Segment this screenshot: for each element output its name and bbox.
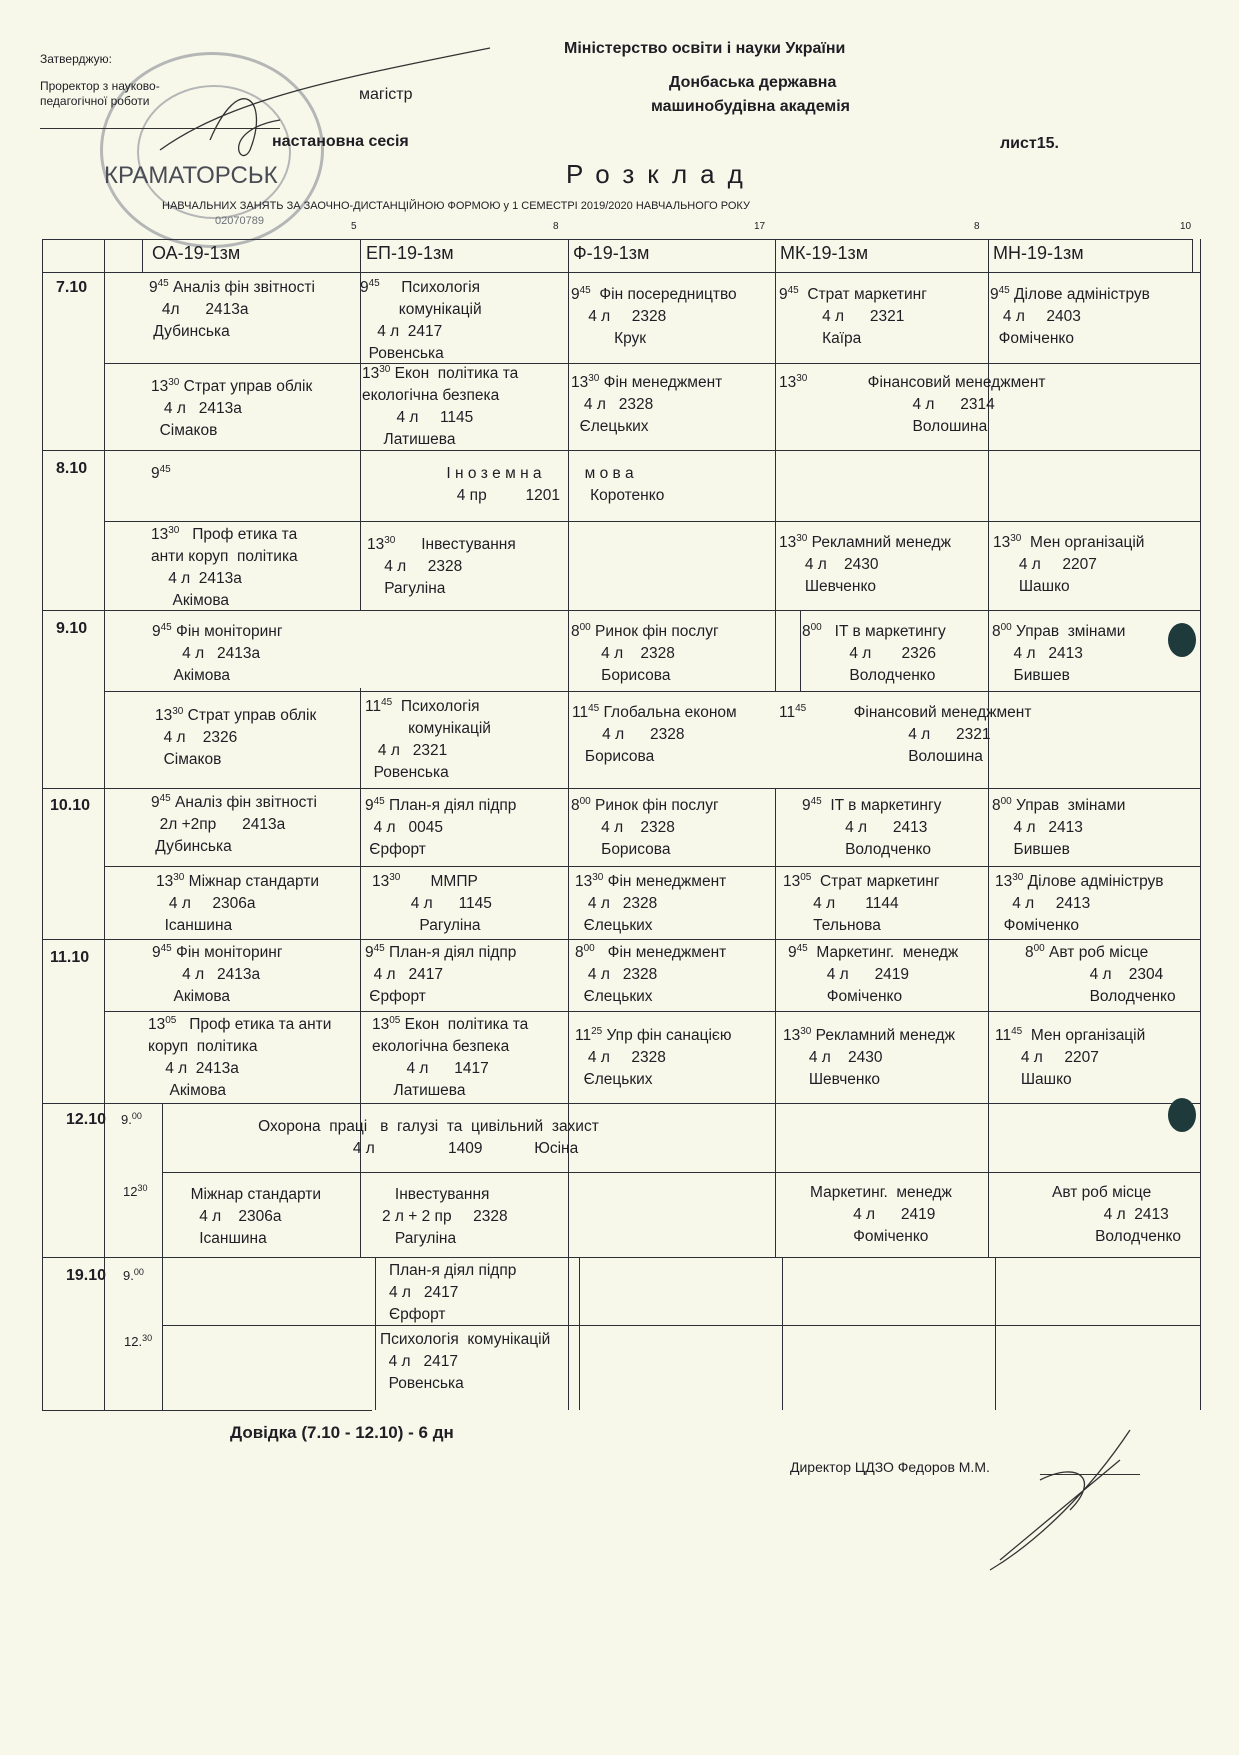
lesson-cell: $9^{45}$ Маркетинг. менедж 4 л 2419 Фоміченко	[788, 943, 959, 1005]
lesson-cell: $13^{30}$ Страт управ облік 4 л 2326 Сімаков	[155, 706, 317, 768]
lesson-cell: $8^{00}$ Фін менеджмент 4 л 2328 Єлецьких	[575, 943, 727, 1005]
group-header-mn: МН-19-1зм	[993, 243, 1084, 263]
time-19-10-start: 9.00	[123, 1267, 144, 1283]
lesson-cell: $13^{05}$ Екон політика та екологічна безпека 4 л 1417 Латишева	[372, 1015, 529, 1099]
punch-hole-mark	[1168, 623, 1196, 657]
lesson-cell: $9^{45}$ І н о з е м н а м о в а 4 пр 1201 Коротенко	[151, 464, 665, 504]
lesson-cell: $11^{25}$ Упр фін санацією 4 л 2328 Єлецьких	[575, 1026, 732, 1088]
director-signature-line: Директор ЦДЗО Федоров М.М.	[790, 1459, 990, 1475]
date-10-10: 10.10	[50, 797, 91, 814]
lesson-cell: $13^{30}$ Екон політика та екологічна безпека 4 л 1145 Латишева	[362, 364, 519, 448]
lesson-cell: $13^{30}$ Ділове адмініструв 4 л 2413 Фоміченко	[995, 872, 1164, 934]
degree-label: магістр	[359, 86, 413, 103]
lesson-cell: $9^{45}$ Фін моніторинг 4 л 2413а Акімова	[152, 622, 283, 684]
group-header-ep: ЕП-19-1зм	[366, 243, 454, 263]
lesson-cell: План-я діял підпр 4 л 2417 Єрфорт	[389, 1262, 517, 1323]
lesson-cell: $8^{00}$ Ринок фін послуг 4 л 2328 Борисова	[571, 622, 719, 684]
document-title: Розклад	[566, 159, 756, 189]
lesson-cell: Інвестування 2 л + 2 пр 2328 Рагуліна	[382, 1186, 508, 1247]
date-9-10: 9.10	[56, 620, 88, 637]
lesson-cell: $13^{30}$ Фінансовий менеджмент 4 л 2314 Волошина	[779, 373, 1046, 435]
lesson-cell: $11^{45}$ Фінансовий менеджмент 4 л 2321 Волошина	[779, 703, 1032, 765]
approver-line-1: Проректор з науково-	[40, 79, 160, 93]
lesson-cell: $13^{30}$ Проф етика та анти коруп політика 4 л 2413а Акімова	[151, 525, 298, 609]
lesson-cell: $8^{00}$ Управ змінами 4 л 2413 Бившев	[992, 622, 1126, 684]
lesson-cell: $13^{30}$ Інвестування 4 л 2328 Рагуліна	[367, 535, 516, 597]
lesson-cell: $8^{00}$ Ринок фін послуг 4 л 2328 Борисова	[571, 796, 719, 858]
approver-sign-line	[40, 128, 280, 129]
time-12-10-second: $12^{30}$	[123, 1183, 148, 1199]
academy-name-1: Донбаська державна	[669, 74, 837, 91]
lesson-cell: $9^{45}$ Страт маркетинг 4 л 2321 Каїра	[779, 285, 927, 347]
lesson-cell: $8^{00}$ Авт роб місце 4 л 2304 Володченко	[1025, 943, 1176, 1005]
time-12-10-start: 9.00	[121, 1111, 142, 1127]
lesson-cell: $13^{30}$ Фін менеджмент 4 л 2328 Єлецьких	[571, 373, 723, 435]
lesson-cell: $13^{30}$ Мен організацій 4 л 2207 Шашко	[993, 533, 1145, 595]
summary-note: Довідка (7.10 - 12.10) - 6 дн	[230, 1423, 454, 1442]
academy-name-2: машинобудівна академія	[651, 98, 851, 115]
date-12-10: 12.10	[66, 1111, 107, 1128]
column-count-2: 8	[553, 221, 559, 232]
lesson-cell: $9^{45}$ План-я діял підпр 4 л 2417 Єрфорт	[365, 943, 517, 1005]
lesson-cell: $9^{45}$ IT в маркетингу 4 л 2413 Володченко	[802, 796, 942, 858]
lesson-cell: Авт роб місце 4 л 2413 Володченко	[1052, 1184, 1182, 1245]
document-subtitle: НАВЧАЛЬНИХ ЗАНЯТЬ ЗА ЗАОЧНО-ДИСТАНЦІЙНОЮ ФОРМОЮ у 1 СЕМЕСТРІ 2019/2020 НАВЧАЛЬНОГО РОКУ	[162, 200, 750, 212]
lesson-cell: $9^{45}$ Аналіз фін звітності 4л 2413а Дубинська	[149, 278, 315, 340]
session-label: настановна сесія	[272, 133, 409, 150]
lesson-cell: $11^{45}$ Мен організацій 4 л 2207 Шашко	[995, 1026, 1146, 1088]
date-19-10: 19.10	[66, 1267, 107, 1284]
group-header-oa: ОА-19-1зм	[152, 243, 241, 263]
stamp-code: 02070789	[215, 215, 264, 227]
group-header-mk: МК-19-1зм	[780, 243, 869, 263]
lesson-cell: $11^{45}$ Психологія комунікацій 4 л 2321 Ровенська	[365, 697, 491, 781]
lesson-cell: $9^{45}$ Фін моніторинг 4 л 2413а Акімова	[152, 943, 283, 1005]
lesson-cell: $9^{45}$ Психологія комунікацій 4 л 2417 Ровенська	[360, 278, 482, 362]
lesson-cell: Психологія комунікацій 4 л 2417 Ровенська	[380, 1331, 551, 1392]
date-7-10: 7.10	[56, 279, 88, 296]
lesson-cell-safety: Охорона праці в галузі та цивільний захист 4 л 1409 Юсіна	[258, 1118, 599, 1157]
lesson-cell: $9^{45}$ План-я діял підпр 4 л 0045 Єрфорт	[365, 796, 517, 858]
group-header-f: Ф-19-1зм	[573, 243, 650, 263]
lesson-cell: $13^{30}$ Рекламний менедж 4 л 2430 Шевченко	[779, 533, 951, 595]
lesson-cell: $13^{05}$ Проф етика та анти коруп політика 4 л 2413а Акімова	[148, 1015, 332, 1099]
time-19-10-second: 12.30	[124, 1333, 153, 1349]
column-count-1: 5	[351, 221, 357, 232]
date-8-10: 8.10	[56, 460, 88, 477]
column-count-4: 8	[974, 221, 980, 232]
lesson-cell: Маркетинг. менедж 4 л 2419 Фоміченко	[810, 1184, 952, 1245]
lesson-cell: $11^{45}$ Глобальна економ 4 л 2328 Борисова	[572, 703, 737, 765]
lesson-cell: $9^{45}$ Фін посередництво 4 л 2328 Крук	[571, 285, 737, 347]
lesson-cell: $8^{00}$ IT в маркетингу 4 л 2326 Володченко	[802, 622, 946, 684]
stamp-city: КРАМАТОРСЬК	[104, 162, 278, 189]
lesson-cell: $8^{00}$ Управ змінами 4 л 2413 Бившев	[992, 796, 1126, 858]
lesson-cell: $13^{30}$ Страт управ облік 4 л 2413а Сімаков	[151, 377, 313, 439]
lesson-cell: $9^{45}$ Ділове адмініструв 4 л 2403 Фоміченко	[990, 285, 1150, 347]
lesson-cell: $13^{30}$ Рекламний менедж 4 л 2430 Шевченко	[783, 1026, 955, 1088]
signature-director	[980, 1420, 1140, 1580]
column-count-5: 10	[1180, 221, 1192, 232]
lesson-cell: $13^{30}$ Фін менеджмент 4 л 2328 Єлецьких	[575, 872, 727, 934]
ministry-name: Міністерство освіти і науки України	[564, 40, 846, 57]
sheet-number: лист15.	[1000, 135, 1059, 152]
punch-hole-mark	[1168, 1098, 1196, 1132]
column-count-3: 17	[754, 221, 766, 232]
director-sign-line	[1040, 1474, 1140, 1475]
lesson-cell: $9^{45}$ Аналіз фін звітності 2л +2пр 2413а Дубинська	[151, 793, 317, 855]
approve-label: Затверджую:	[40, 52, 112, 66]
schedule-table	[42, 239, 1200, 1410]
lesson-cell: $13^{05}$ Страт маркетинг 4 л 1144 Тельнова	[783, 872, 940, 934]
lesson-cell: $13^{30}$ Міжнар стандарти 4 л 2306а Ісаншина	[156, 872, 320, 934]
lesson-cell: Міжнар стандарти 4 л 2306а Ісаншина	[190, 1186, 322, 1247]
approver-line-2: педагогічної роботи	[40, 94, 150, 108]
lesson-cell: $13^{30}$ ММПР 4 л 1145 Рагуліна	[372, 872, 492, 934]
date-11-10: 11.10	[50, 949, 90, 966]
